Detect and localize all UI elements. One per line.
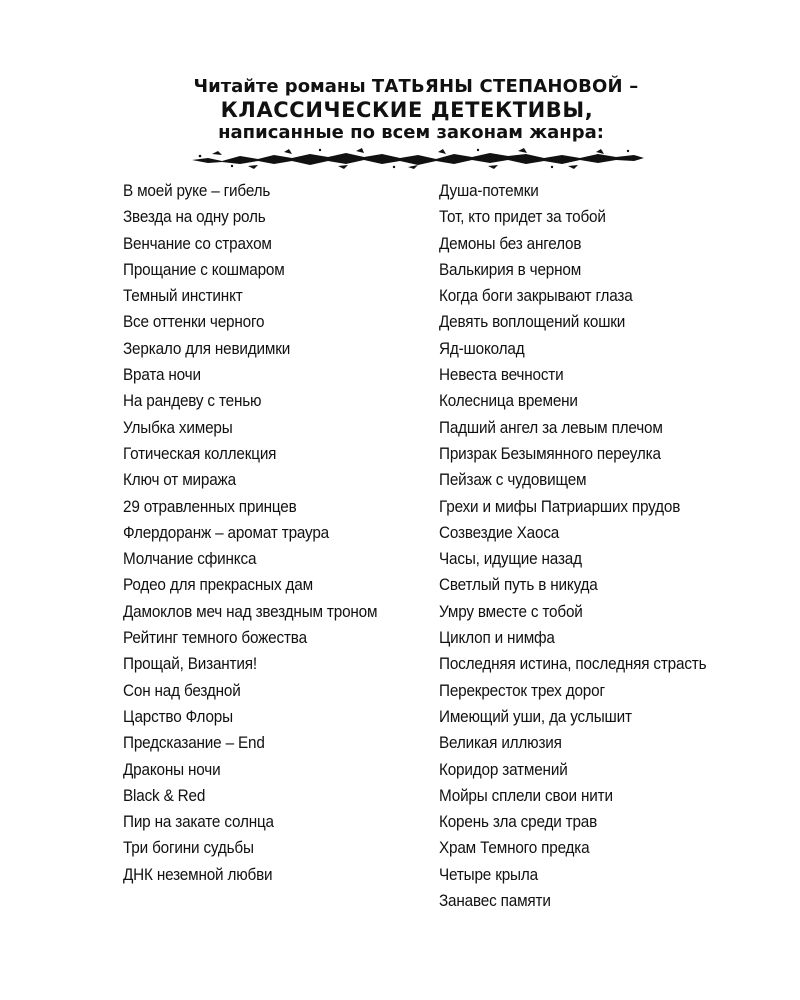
list-item: Царство Флоры (123, 706, 233, 726)
header-line-3: написанные по всем законам жанра: (218, 122, 604, 143)
list-item: Перекресток трех дорог (439, 680, 605, 700)
list-item: Тот, кто придет за тобой (439, 207, 606, 227)
list-item: Циклоп и нимфа (439, 628, 555, 648)
list-item: Падший ангел за левым плечом (439, 417, 663, 437)
list-item: Пир на закате солнца (123, 812, 274, 832)
list-item: Прощание с кошмаром (123, 259, 285, 279)
brush-stroke-divider-icon (188, 146, 648, 170)
list-item: Венчание со страхом (123, 233, 272, 253)
list-item: Девять воплощений кошки (439, 312, 626, 332)
list-item: Все оттенки черного (123, 312, 265, 332)
list-item: Валькирия в черном (439, 259, 582, 279)
header-line-1 (0, 76, 800, 98)
list-item: Сон над бездной (123, 680, 241, 700)
list-item: Имеющий уши, да услышит (439, 706, 632, 726)
list-item: Ключ от миража (123, 470, 236, 490)
book-list-left (123, 178, 377, 888)
list-item: На рандеву с тенью (123, 391, 262, 411)
list-item: Врата ночи (123, 365, 201, 385)
list-item: Демоны без ангелов (439, 233, 582, 253)
list-item: Корень зла среди трав (439, 812, 598, 832)
list-item: Грехи и мифы Патриарших прудов (439, 496, 681, 516)
list-item: Когда боги закрывают глаза (439, 286, 633, 306)
list-item: Четыре крыла (439, 864, 538, 884)
list-item: Улыбка химеры (123, 417, 233, 437)
list-item: Готическая коллекция (123, 443, 277, 463)
list-item: Мойры сплели свои нити (439, 785, 613, 805)
list-item: Black & Red (123, 785, 206, 805)
list-item: В моей руке – гибель (123, 181, 271, 200)
list-item: Занавес памяти (439, 891, 551, 911)
header-author-name: ТАТЬЯНЫ СТЕПАНОВОЙ – (371, 76, 639, 97)
list-item: Коридор затмений (439, 759, 568, 779)
list-item: Темный инстинкт (123, 286, 243, 306)
list-item: Молчание сфинкса (123, 549, 257, 569)
list-item: Призрак Безымянного переулка (439, 443, 661, 463)
list-item: Предсказание – End (123, 733, 265, 753)
list-item: Яд-шоколад (439, 338, 525, 358)
list-item: Звезда на одну роль (123, 207, 266, 227)
list-item: Зеркало для невидимки (123, 338, 291, 358)
header-intro-text: Читайте романы (193, 76, 372, 97)
list-item: Драконы ночи (123, 759, 221, 779)
list-item: Невеста вечности (439, 365, 564, 385)
list-item: Умру вместе с тобой (439, 601, 583, 621)
list-item: Прощай, Византия! (123, 654, 257, 674)
page-header (0, 76, 800, 144)
list-item: Последняя истина, последняя страсть (439, 654, 707, 674)
list-item: Дамоклов меч над звездным троном (123, 601, 378, 621)
list-item: Пейзаж с чудовищем (439, 470, 587, 490)
list-item: Светлый путь в никуда (439, 575, 598, 595)
list-item: Часы, идущие назад (439, 549, 582, 569)
list-item: Родео для прекрасных дам (123, 575, 313, 595)
list-item: Великая иллюзия (439, 733, 562, 753)
list-item: Созвездие Хаоса (439, 522, 560, 542)
list-item: Душа-потемки (439, 181, 539, 200)
header-line-2: КЛАССИЧЕСКИЕ ДЕТЕКТИВЫ, (220, 98, 594, 122)
list-item: Колесница времени (439, 391, 578, 411)
list-item: Три богини судьбы (123, 838, 254, 858)
book-list-right (439, 178, 706, 914)
list-item: Рейтинг темного божества (123, 628, 307, 648)
list-item: 29 отравленных принцев (123, 496, 297, 516)
list-item: Храм Темного предка (439, 838, 590, 858)
list-item: Флердоранж – аромат траура (123, 522, 330, 542)
list-item: ДНК неземной любви (123, 864, 273, 884)
